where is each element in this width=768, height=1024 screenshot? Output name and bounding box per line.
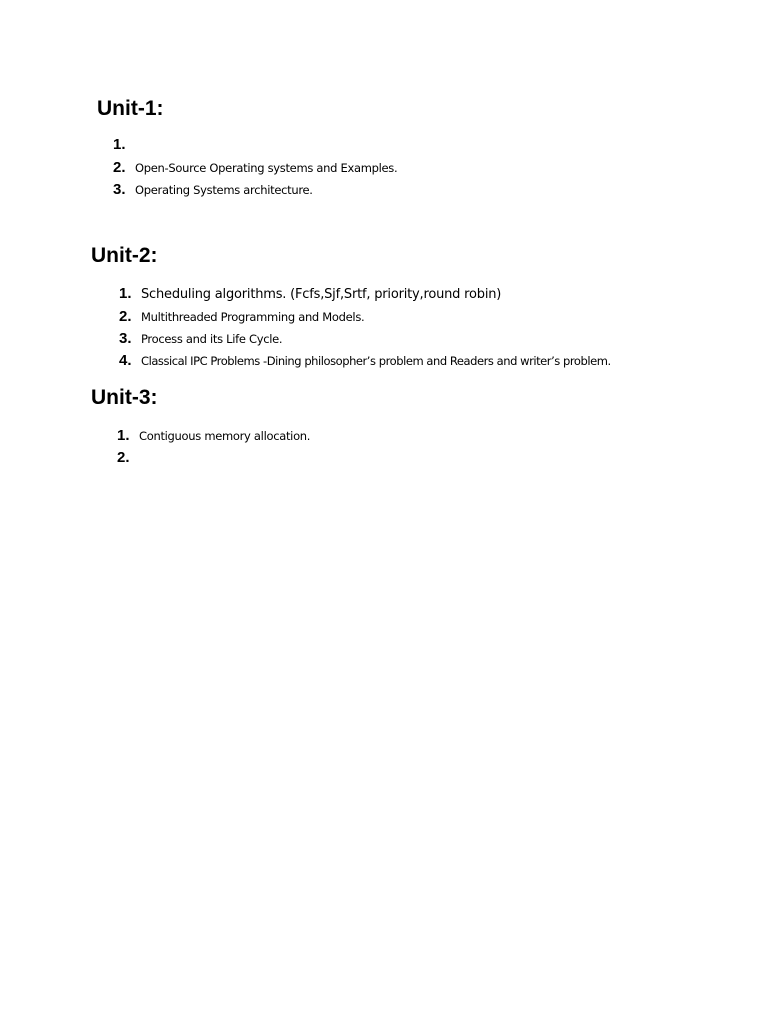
list-number: 2. [117, 449, 130, 466]
list-item-text: Open-Source Operating systems and Examples. [135, 161, 398, 175]
list-item-text: Scheduling algorithms. (Fcfs,Sjf,Srtf, priority,round robin) [141, 287, 502, 302]
list-number: 3. [119, 330, 132, 347]
unit-1-item-3 [113, 181, 313, 198]
unit-2-item-4 [119, 352, 611, 369]
list-number: 3. [113, 181, 126, 198]
unit-3-item-2 [117, 449, 139, 466]
unit-1-item-2 [113, 159, 397, 176]
list-number: 1. [119, 285, 132, 302]
list-number: 4. [119, 352, 132, 369]
unit-2-heading: Unit-2: [91, 244, 158, 267]
unit-3-item-1 [117, 427, 310, 444]
unit-2-item-3 [119, 330, 282, 347]
list-item-text: Multithreaded Programming and Models. [141, 310, 365, 324]
list-item-text: Process and its Life Cycle. [141, 332, 283, 346]
list-item-text: Contiguous memory allocation. [139, 429, 311, 443]
unit-1-item-1 [113, 136, 135, 153]
unit-2-item-2 [119, 308, 364, 325]
unit-2-item-1 [119, 285, 501, 302]
unit-1-heading: Unit-1: [97, 97, 164, 120]
unit-3-heading: Unit-3: [91, 386, 158, 409]
list-number: 2. [113, 159, 126, 176]
list-number: 1. [117, 427, 130, 444]
list-number: 1. [113, 136, 126, 153]
list-item-text: Operating Systems architecture. [135, 183, 313, 197]
list-item-text: Classical IPC Problems -Dining philosopher’s problem and Readers and writer’s problem. [141, 354, 611, 368]
list-number: 2. [119, 308, 132, 325]
